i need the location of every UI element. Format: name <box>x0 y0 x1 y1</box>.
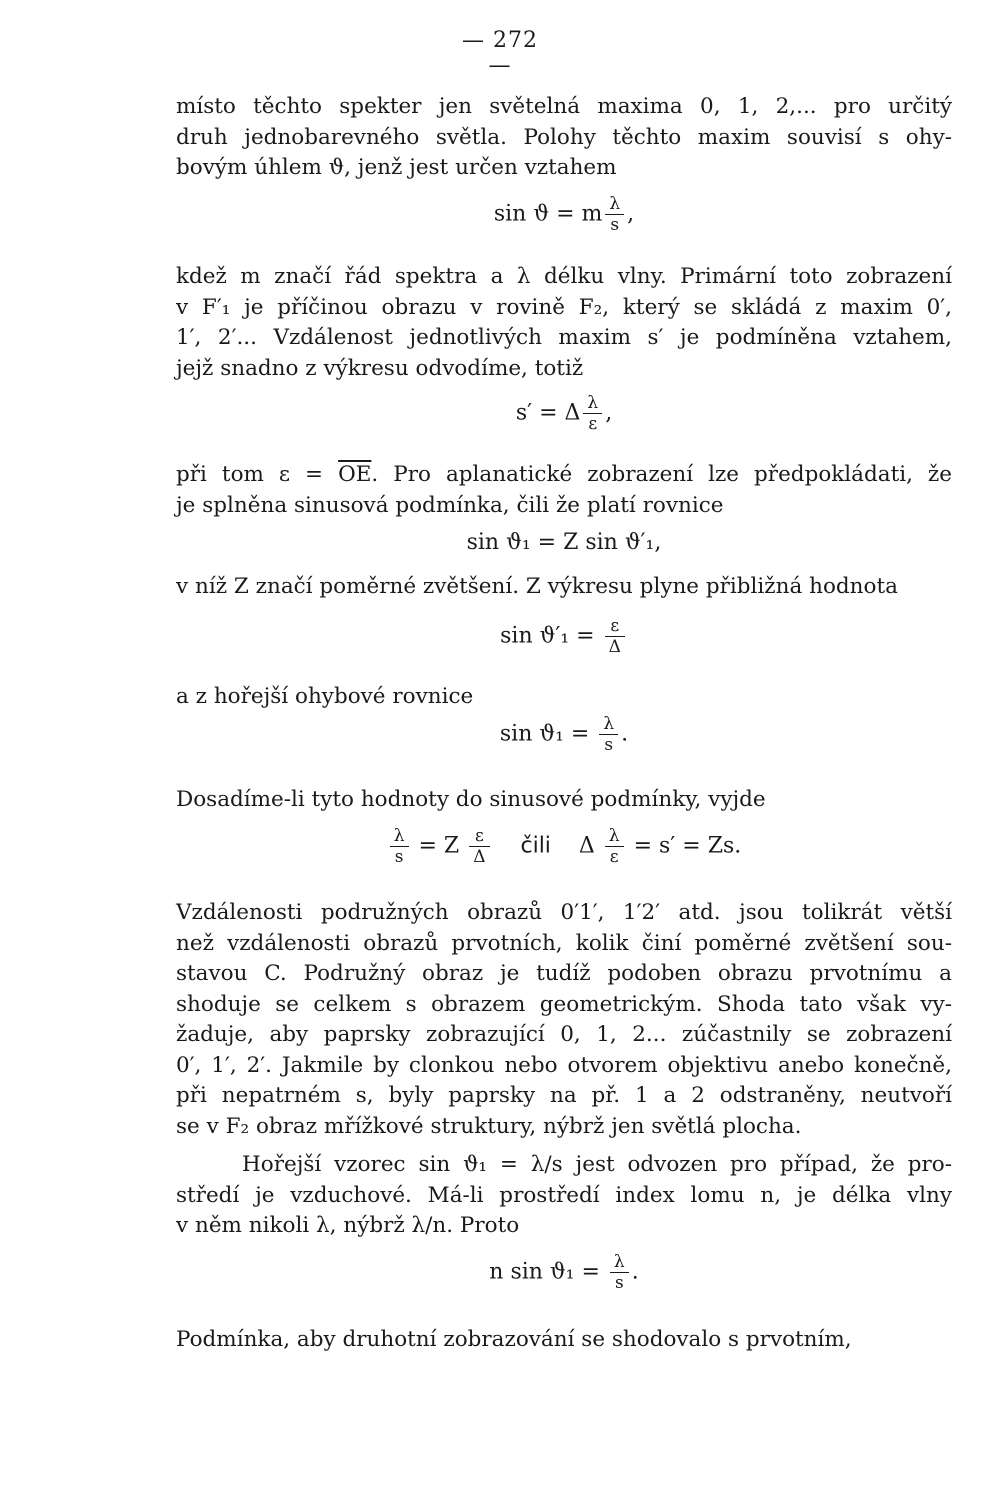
text-fragment: při tom ε = <box>176 462 339 487</box>
eq-tail: , <box>627 201 635 227</box>
denominator: Δ <box>608 637 621 657</box>
text-line <box>176 460 952 491</box>
numerator: λ <box>603 714 615 734</box>
equation-2 <box>176 393 952 434</box>
text-line: v níž Z značí poměrné zvětšení. Z výkresu plyne přibližná hodnota <box>176 574 898 599</box>
numerator: λ <box>587 393 599 413</box>
numerator: λ <box>608 826 620 846</box>
eq-part: Δ <box>578 833 595 859</box>
fraction <box>610 1252 629 1293</box>
fraction <box>605 826 624 867</box>
text-line: Vzdálenosti podružných obrazů 0′1′, 1′2′ atd. jsou tolikrát větší <box>176 900 952 925</box>
eq-lhs: sin ϑ = m <box>493 201 603 227</box>
fraction <box>583 393 602 434</box>
equation-1 <box>176 194 952 235</box>
text-line: jejž snadno z výkresu odvodíme, totiž <box>176 355 584 381</box>
text-line: v něm nikoli λ, nýbrž λ/n. Proto <box>176 1213 520 1238</box>
text-line: v F′₁ je příčinou obrazu v rovině F₂, který se skládá z maxim 0′, <box>176 294 952 320</box>
denominator: Δ <box>473 847 486 867</box>
numerator: ε <box>610 616 620 636</box>
segment-oe: $\overline{OE}$ <box>338 462 372 487</box>
fraction <box>599 714 618 755</box>
paragraph-9 <box>176 1325 952 1356</box>
paragraph-3 <box>176 460 952 521</box>
eq-lhs: s′ = Δ <box>515 400 581 426</box>
fraction <box>390 826 409 867</box>
page-number: — 272 — <box>462 28 538 78</box>
text-line: bovým úhlem ϑ, jenž jest určen vztahem <box>176 155 617 180</box>
text-line: při nepatrném s, byly paprsky na př. 1 a 2 odstraněny, neutvoří <box>176 1083 952 1108</box>
text-fragment: . Pro aplanatické zobrazení lze předpokládati, že <box>371 462 952 487</box>
paragraph-1 <box>176 92 952 184</box>
text-line: než vzdálenosti obrazů prvotních, kolik činí poměrné zvětšení sou- <box>176 930 952 956</box>
text-line: Dosadíme-li tyto hodnoty do sinusové podmínky, vyjde <box>176 787 766 812</box>
denominator: s <box>614 1273 624 1293</box>
eq-conjunction: čili <box>520 833 551 859</box>
numerator: λ <box>609 194 621 214</box>
fraction <box>605 616 625 657</box>
eq-part: = Z <box>418 833 460 859</box>
fraction <box>469 826 489 867</box>
text-line: středí je vzduchové. Má-li prostředí index lomu n, je délka vlny <box>176 1182 952 1208</box>
paragraph-2 <box>176 262 952 384</box>
text-line: místo těchto spekter jen světelná maxima 0, 1, 2,... pro určitý <box>176 94 952 119</box>
equation-3: sin ϑ₁ = Z sin ϑ′₁, <box>466 530 662 555</box>
eq-part: = s′ = Zs. <box>633 833 742 859</box>
text-line: se v F₂ obraz mřížkové struktury, nýbrž jen světlá plocha. <box>176 1113 802 1139</box>
eq-tail: . <box>631 1259 639 1285</box>
text-line: 1′, 2′... Vzdálenost jednotlivých maxim s′ je podmíněna vztahem, <box>176 325 952 350</box>
paragraph-8 <box>176 1150 952 1242</box>
text-line: žaduje, aby paprsky zobrazující 0, 1, 2... zúčastnily se zobrazení <box>176 1022 952 1047</box>
eq-tail: , <box>605 400 613 426</box>
eq-lhs: sin ϑ₁ = <box>499 721 597 747</box>
text-line: stavou C. Podružný obraz je tudíž podoben obrazu prvotnímu a <box>176 961 952 986</box>
text-line: a z hořejší ohybové rovnice <box>176 684 474 709</box>
numerator: λ <box>613 1252 625 1272</box>
numerator: ε <box>474 826 484 846</box>
paragraph-4 <box>176 572 952 603</box>
denominator: s <box>604 735 614 755</box>
eq-tail: . <box>621 721 629 747</box>
text-line: druh jednobarevného světla. Polohy těchto maxim souvisí s ohy- <box>176 124 952 150</box>
text-line: Hořejší vzorec sin ϑ₁ = λ/s jest odvozen pro případ, že pro- <box>242 1152 952 1177</box>
paragraph-7 <box>176 898 952 1142</box>
equation-4 <box>176 616 952 657</box>
denominator: s <box>394 847 404 867</box>
paragraph-6 <box>176 785 952 816</box>
equation-6 <box>176 826 952 867</box>
fraction <box>605 194 624 235</box>
text-line: shoduje se celkem s obrazem geometrickým. Shoda tato však vy- <box>176 991 952 1017</box>
numerator: λ <box>393 826 405 846</box>
text-line: 0′, 1′, 2′. Jakmile by clonkou nebo otvorem objektivu anebo konečně, <box>176 1052 952 1078</box>
paragraph-5 <box>176 682 952 713</box>
denominator: s <box>610 215 620 235</box>
eq-lhs: sin ϑ′₁ = <box>500 623 602 649</box>
equation-5 <box>176 714 952 755</box>
text-line: je splněna sinusová podmínka, čili že platí rovnice <box>176 492 724 518</box>
denominator: ε <box>588 414 598 434</box>
text-line: Podmínka, aby druhotní zobrazování se shodovalo s prvotním, <box>176 1327 852 1352</box>
denominator: ε <box>609 847 619 867</box>
eq-lhs: n sin ϑ₁ = <box>489 1259 607 1285</box>
text-line: kdež m značí řád spektra a λ délku vlny. Primární toto zobrazení <box>176 264 952 289</box>
equation-7 <box>176 1252 952 1293</box>
